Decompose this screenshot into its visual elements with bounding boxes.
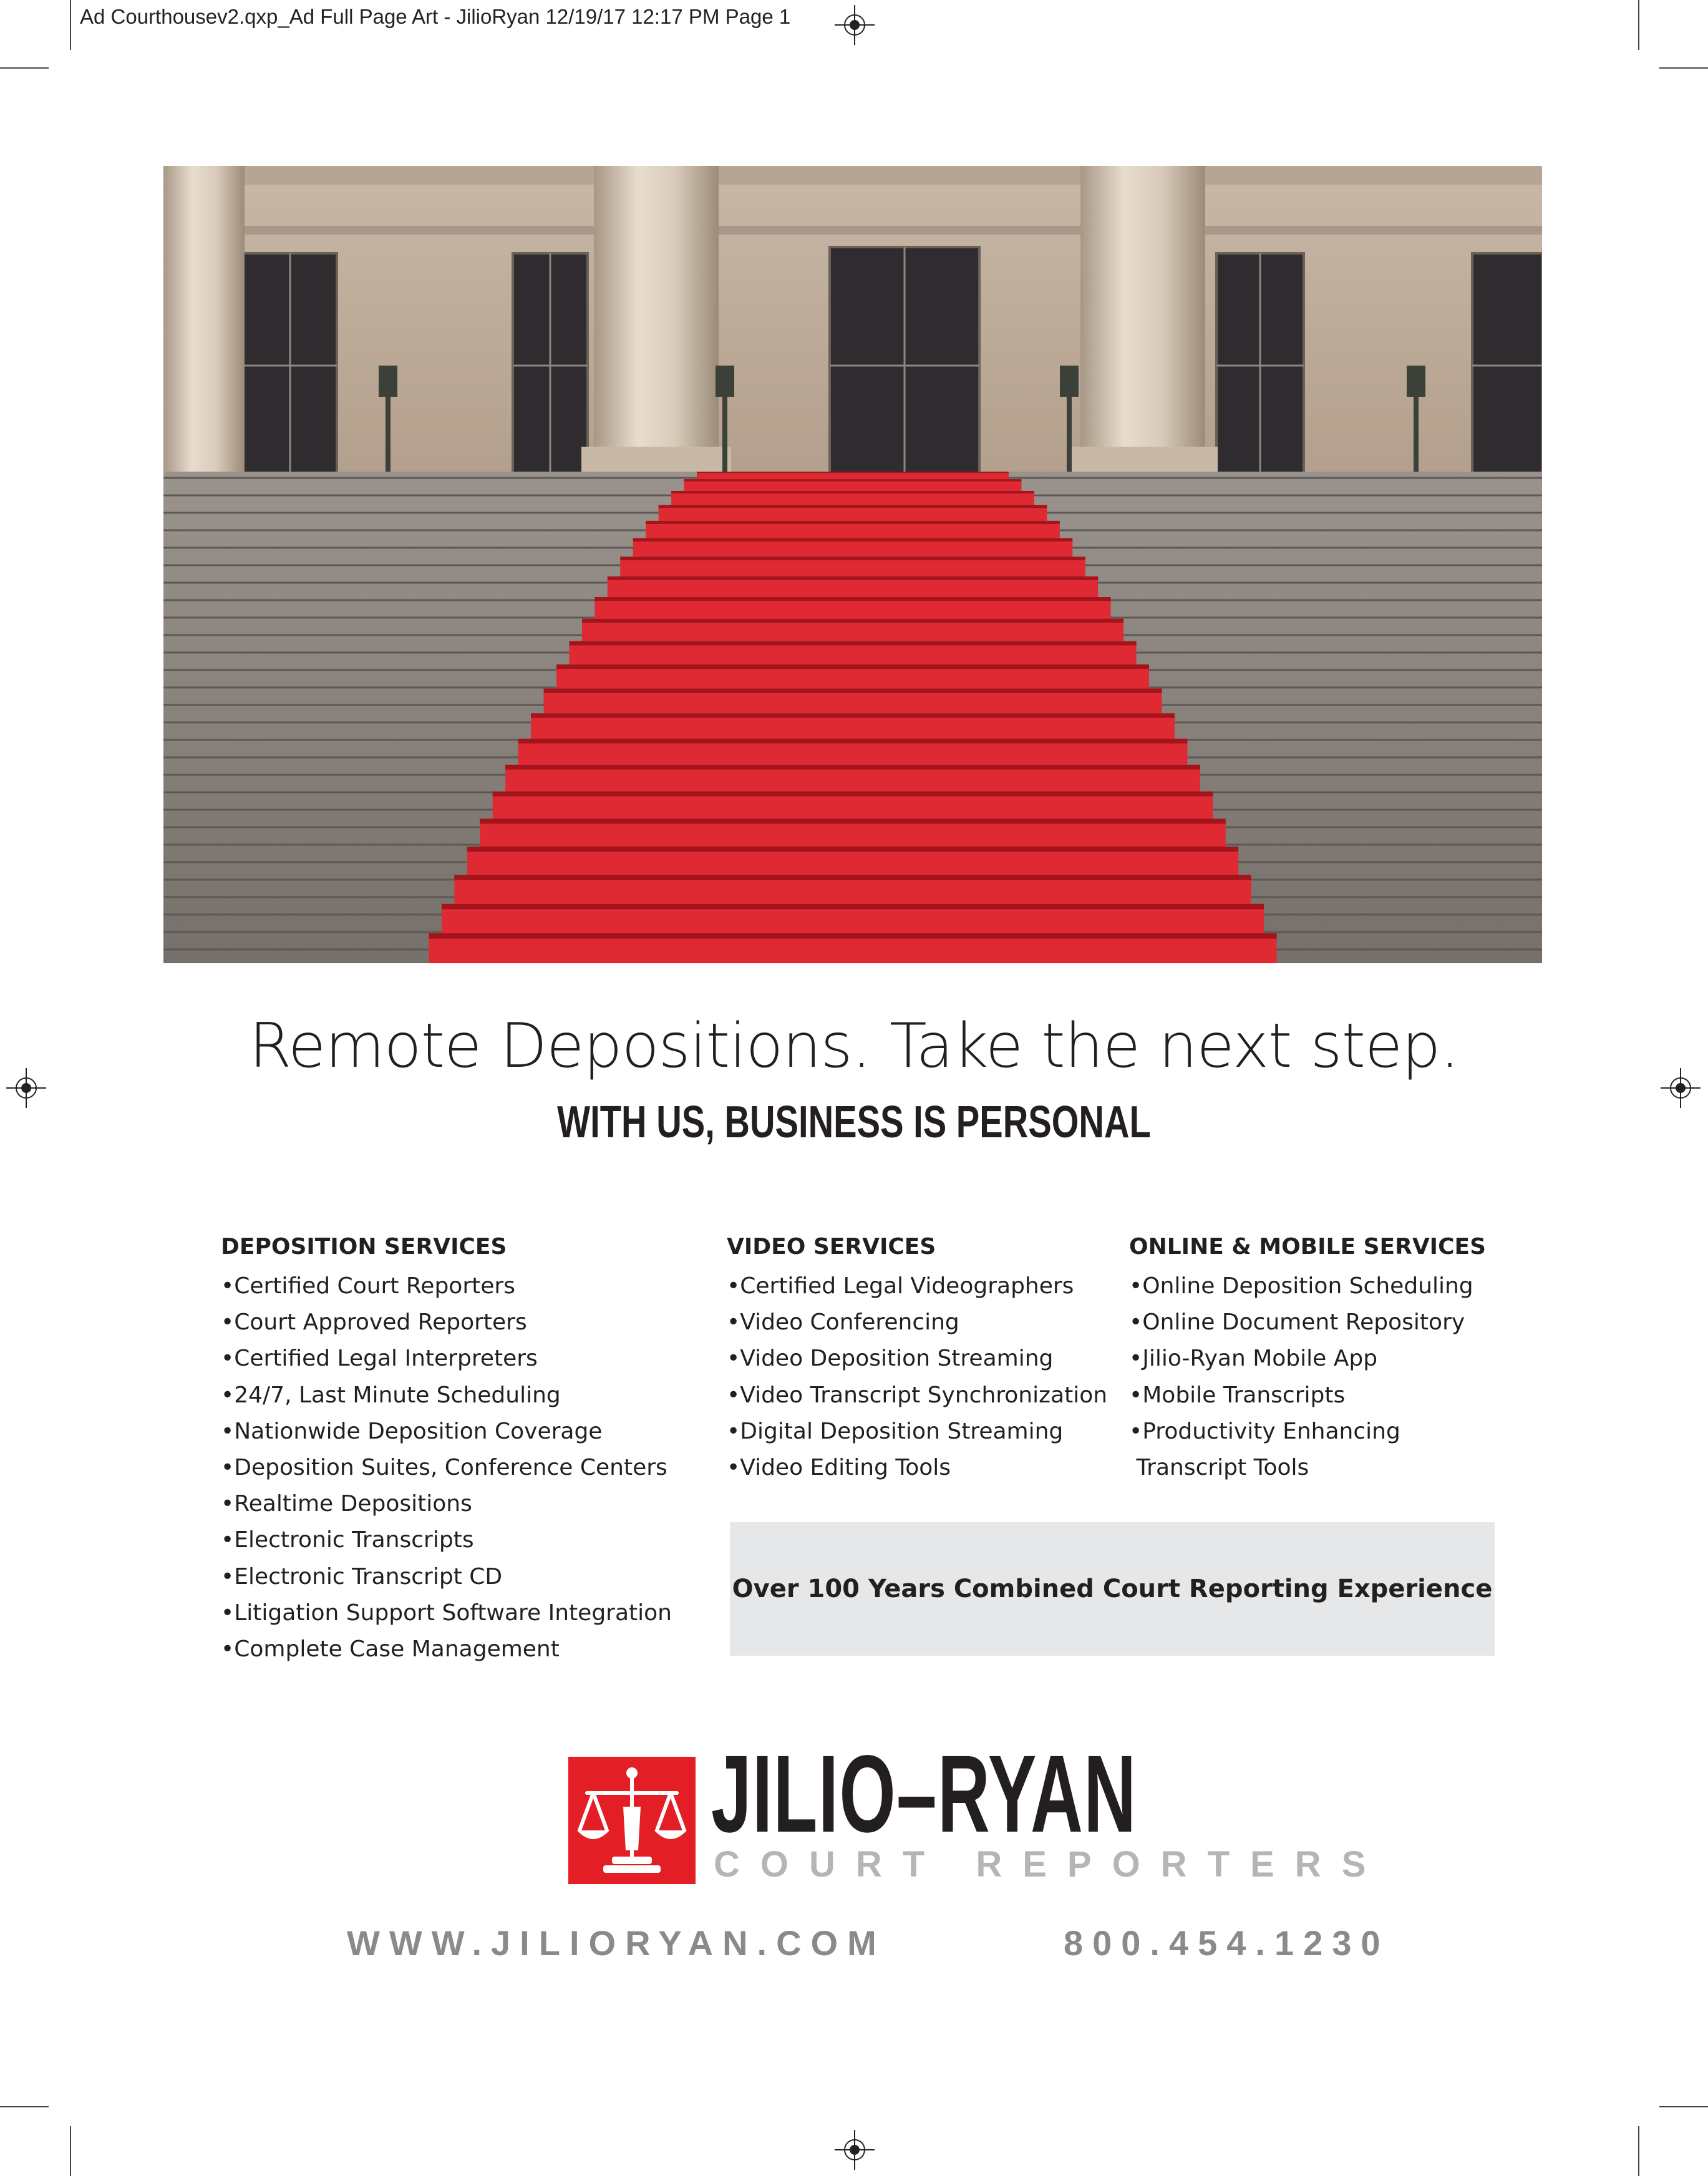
crop-mark [1659, 2106, 1708, 2107]
online-mobile-services-column [1129, 1234, 1486, 1486]
carpet-step-shadow [556, 664, 1149, 669]
list-item: •Deposition Suites, Conference Centers [221, 1455, 667, 1481]
carpet-step-shadow [608, 576, 1098, 580]
courthouse-steps-photo [163, 166, 1542, 963]
list-item: •Jilio-Ryan Mobile App [1129, 1346, 1378, 1372]
carpet-step-shadow [620, 556, 1085, 560]
registration-mark-icon [835, 2130, 875, 2170]
experience-callout: Over 100 Years Combined Court Reporting Experience [730, 1522, 1495, 1656]
list-item: •Digital Deposition Streaming [727, 1418, 1064, 1444]
crop-mark [1638, 0, 1639, 50]
crop-mark [1659, 67, 1708, 69]
logo-tagline: COURT REPORTERS [714, 1844, 1387, 1885]
list-item: •Video Deposition Streaming [727, 1346, 1054, 1372]
carpet-step-shadow [582, 619, 1123, 623]
list-item: •Online Deposition Scheduling [1129, 1273, 1473, 1299]
list-item: •Certified Legal Videographers [727, 1273, 1074, 1299]
logo-mark [568, 1757, 696, 1884]
scales-of-justice-icon [568, 1757, 696, 1884]
list-item: •Complete Case Management [221, 1636, 560, 1663]
crop-mark [0, 2106, 49, 2107]
headline: Remote Depositions. Take the next step. [249, 1011, 1459, 1082]
carpet-step-shadow [467, 847, 1238, 852]
carpet-step-shadow [518, 739, 1188, 744]
list-item: •Video Editing Tools [727, 1455, 951, 1481]
column-title: DEPOSITION SERVICES [221, 1234, 507, 1260]
crop-mark [1638, 2126, 1639, 2176]
crop-mark [0, 67, 49, 69]
list-item: •Online Document Repository [1129, 1309, 1465, 1336]
carpet-step-shadow [505, 765, 1200, 770]
phone-number[interactable]: 800.454.1230 [1064, 1923, 1390, 1963]
carpet-step-shadow [659, 505, 1047, 508]
carpet-step-shadow [454, 875, 1251, 880]
list-item: •Certified Legal Interpreters [221, 1346, 538, 1372]
print-slug-line: Ad Courthousev2.qxp_Ad Full Page Art - JilioRyan 12/19/17 12:17 PM Page 1 [80, 5, 791, 28]
list-item: •Nationwide Deposition Coverage [221, 1418, 603, 1444]
column-title: VIDEO SERVICES [727, 1234, 936, 1260]
carpet-step-shadow [569, 641, 1136, 646]
list-item: •Productivity Enhancing [1129, 1418, 1400, 1444]
list-item: •Certified Court Reporters [221, 1273, 515, 1299]
carpet-step-shadow [442, 904, 1264, 909]
carpet-step-shadow [531, 713, 1175, 717]
list-item: •Electronic Transcripts [221, 1527, 474, 1553]
carpet-step-shadow [544, 689, 1162, 693]
list-item: •Electronic Transcript CD [221, 1563, 503, 1590]
list-item: •Realtime Depositions [221, 1491, 472, 1517]
carpet-step-shadow [671, 491, 1034, 493]
carpet-step-shadow [633, 538, 1073, 542]
list-item: •Litigation Support Software Integration [221, 1600, 672, 1626]
video-services-column [727, 1234, 1107, 1486]
crop-mark [70, 2126, 71, 2176]
carpet-step-shadow [594, 597, 1110, 601]
carpet-step-shadow [493, 792, 1213, 797]
subheadline: WITH US, BUSINESS IS PERSONAL [557, 1097, 1151, 1147]
website-link[interactable]: WWW.JILIORYAN.COM [347, 1923, 886, 1963]
list-item: •Mobile Transcripts [1129, 1382, 1346, 1408]
list-item: •Court Approved Reporters [221, 1309, 527, 1336]
carpet-step-shadow [684, 479, 1022, 481]
registration-mark-icon [835, 5, 875, 45]
crop-mark [70, 0, 71, 50]
carpet-step-shadow [646, 521, 1060, 524]
carpet-step-shadow [480, 818, 1225, 823]
list-item: •Video Conferencing [727, 1309, 959, 1336]
list-item: Transcript Tools [1129, 1455, 1309, 1481]
list-item: •Video Transcript Synchronization [727, 1382, 1108, 1408]
list-item: •24/7, Last Minute Scheduling [221, 1382, 561, 1408]
carpet-step-shadow [697, 472, 1009, 473]
deposition-services-column [221, 1234, 672, 1668]
column-title: ONLINE & MOBILE SERVICES [1129, 1234, 1487, 1260]
carpet-step-shadow [429, 933, 1276, 939]
logo-wordmark: JILIO–RYAN [711, 1733, 1137, 1855]
